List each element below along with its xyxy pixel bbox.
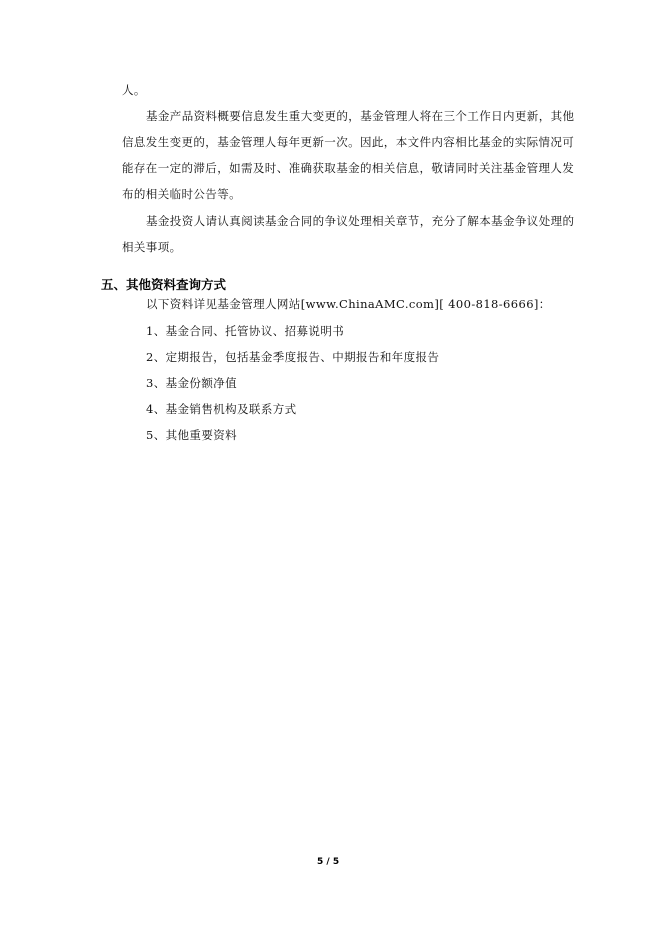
body-line-7: 相关事项。 [122,240,182,254]
list-item: 5、其他重要资料 [146,428,238,442]
body-line-1: 人。 [122,83,146,97]
body-line-3: 信息发生变更的，基金管理人每年更新一次。因此，本文件内容相比基金的实际情况可 [122,135,575,149]
list-item: 4、基金销售机构及联系方式 [146,402,297,416]
body-line-6: 基金投资人请认真阅读基金合同的争议处理相关章节，充分了解本基金争议处理的 [146,214,575,228]
section-intro: 以下资料详见基金管理人网站[www.ChinaAMC.com][ 400-818-6666]： [146,297,551,311]
list-item: 1、基金合同、托管协议、招募说明书 [146,324,345,338]
page-number: 5 / 5 [317,857,340,867]
section-heading: 五、其他资料查询方式 [101,277,227,292]
body-line-4: 能存在一定的滞后，如需及时、准确获取基金的相关信息，敬请同时关注基金管理人发 [122,161,575,175]
body-line-5: 布的相关临时公告等。 [122,187,241,201]
list-item: 2、定期报告，包括基金季度报告、中期报告和年度报告 [146,350,440,364]
list-item: 3、基金份额净值 [146,376,238,390]
body-line-2: 基金产品资料概要信息发生重大变更的，基金管理人将在三个工作日内更新，其他 [146,109,575,123]
